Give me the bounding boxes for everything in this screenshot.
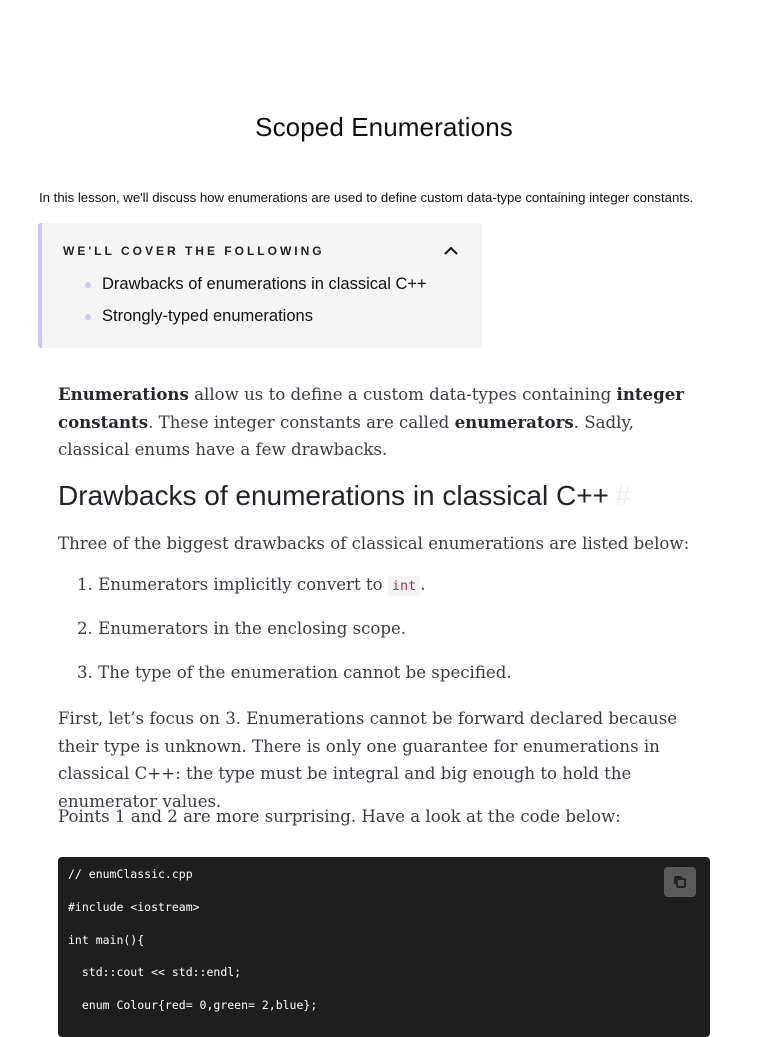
cover-panel [38,223,482,348]
cover-item-drawbacks[interactable] [102,273,427,305]
copy-icon [673,875,687,889]
list-text: Enumerators implicitly convert to [98,575,388,594]
list-item [77,619,406,638]
section-heading [58,480,631,512]
code-line: std::cout << std::endl; [68,965,242,979]
code-line: #include <iostream> [68,900,200,914]
cover-item-strongly-typed[interactable] [102,305,427,337]
list-number: 2. [77,619,93,638]
list-item [77,575,426,594]
code-line: int main(){ [68,933,145,947]
collapse-toggle-button[interactable] [442,241,460,259]
list-text: . [420,575,426,594]
list-number: 3. [77,663,93,682]
list-text: Enumerators in the enclosing scope. [98,619,407,638]
list-item [77,663,512,682]
copy-code-button[interactable] [664,867,696,897]
code-lead-paragraph: Points 1 and 2 are more surprising. Have a look at the code below: [58,807,621,826]
text: . Sadly, classical enums have a few drawbacks. [58,412,634,459]
forward-declaration-paragraph: First, let’s focus on 3. Enumerations cannot be forward declared because their type is unknown. There is only one guarantee for enumerations in classical C++: the type must be integral and big enough to hold the enumerator values. [58,709,678,811]
list-number: 1. [77,575,93,594]
bold-term: enumerators [454,411,574,432]
section-heading-text: Drawbacks of enumerations in classical C++ [58,480,609,511]
page-title: Scoped Enumerations [255,112,513,142]
cover-list [102,273,427,337]
text: allow us to define a custom data-types containing [188,385,617,404]
code-line: enum Colour{red= 0,green= 2,blue}; [68,998,318,1012]
bold-term: Enumerations [58,384,189,404]
chevron-up-icon [444,246,458,255]
drawbacks-intro: Three of the biggest drawbacks of classical enumerations are listed below: [58,534,690,553]
intro-paragraph [58,381,708,464]
code-block [58,857,710,1037]
list-text: The type of the enumeration cannot be specified. [98,663,512,682]
text: . These integer constants are called [148,412,455,432]
cover-heading: WE'LL COVER THE FOLLOWING [63,244,325,258]
bold-term: integer constants [58,384,685,432]
anchor-link[interactable]: # [614,480,631,511]
code-line: // enumClassic.cpp [68,867,193,881]
inline-code: int [388,576,420,596]
cover-item-label[interactable]: Drawbacks of enumerations in classical C++ [102,275,427,293]
lesson-intro: In this lesson, we'll discuss how enumerations are used to define custom data-type containing integer constants. [39,190,694,205]
cover-item-label[interactable]: Strongly-typed enumerations [102,307,313,325]
